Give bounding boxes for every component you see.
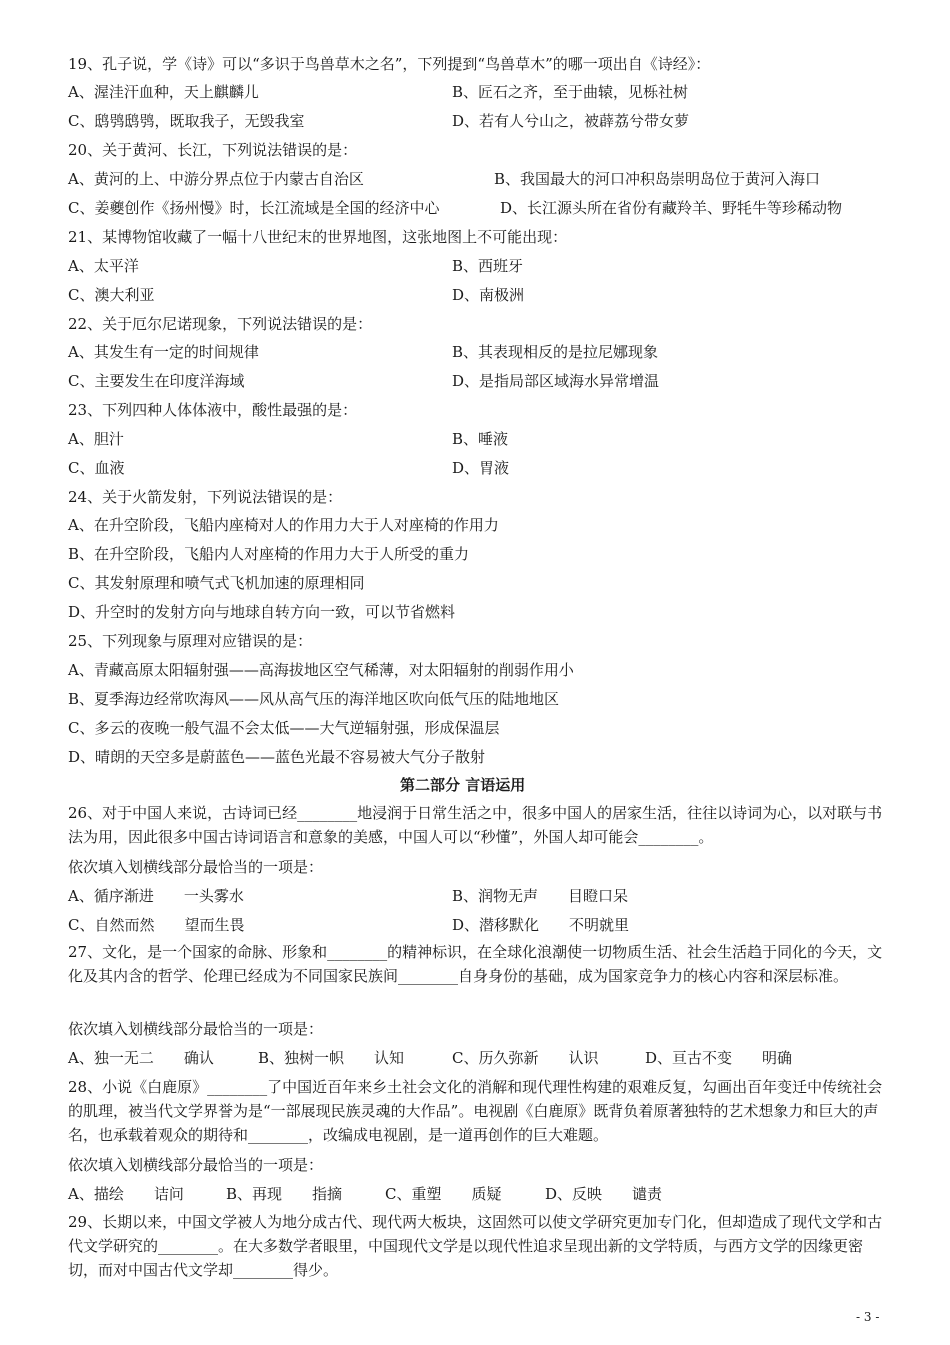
question-27-stem: 27、文化，是一个国家的命脉、形象和________的精神标识，在全球化浪潮使一切物质生活、社会生活趋于同化的今天，文化及其内含的哲学、伦理已经成为不同国家民族间________自身身份的基础，成为国家竞争力的核心内容和深层标准。 (68, 943, 883, 985)
question-26-stem: 26、对于中国人来说，古诗词已经________地浸润于日常生活之中，很多中国人的居家生活，往往以诗词为心，以对联与书法为用，因此很多中国古诗词语言和意象的美感，中国人可以“秒懂”，外国人却可能会________。 (68, 804, 883, 846)
option-26-a: A、循序渐进 一头雾水 (68, 887, 244, 905)
option-25-a: A、青藏高原太阳辐射强——高海拔地区空气稀薄，对太阳辐射的削弱作用小 (68, 661, 574, 679)
question-29-stem: 29、长期以来，中国文学被人为地分成古代、现代两大板块，这固然可以使文学研究更加专门化，但却造成了现代文学和古代文学研究的________。在大多数学者眼里，中国现代文学是以现代性追求呈现出新的文学特质，与西方文学的因缘更密切，而对中国古代文学却________得少。 (68, 1213, 883, 1279)
option-28-c: C、重塑 质疑 (385, 1185, 502, 1203)
option-27-d: D、亘古不变 明确 (645, 1049, 793, 1067)
option-23-c: C、血液 (68, 459, 125, 477)
question-28-stem: 28、小说《白鹿原》________了中国近百年来乡土社会文化的消解和现代理性构建的艰难反复，勾画出百年变迁中传统社会的肌理，被当代文学界誉为是“一部展现民族灵魂的大作品”。电视剧《白鹿原》既背负着原著独特的艺术想象力和巨大的声名，也承载着观众的期待和________，改编成电视剧，是一道再创作的巨大难题。 (68, 1078, 883, 1144)
option-21-d: D、南极洲 (452, 286, 525, 304)
option-19-b: B、匠石之齐，至于曲辕，见栎社树 (452, 83, 689, 101)
option-22-b: B、其表现相反的是拉尼娜现象 (452, 343, 659, 361)
option-25-c: C、多云的夜晚一般气温不会太低——大气逆辐射强，形成保温层 (68, 719, 500, 737)
option-24-c: C、其发射原理和喷气式飞机加速的原理相同 (68, 574, 365, 592)
option-22-d: D、是指局部区域海水异常增温 (452, 372, 660, 390)
option-19-d: D、若有人兮山之，被薜荔兮带女萝 (452, 112, 690, 130)
option-28-b: B、再现 指摘 (226, 1185, 343, 1203)
option-20-b: B、我国最大的河口冲积岛崇明岛位于黄河入海口 (494, 170, 821, 188)
option-27-a: A、独一无二 确认 (68, 1049, 214, 1067)
page-number: - 3 - (856, 1310, 880, 1324)
option-22-a: A、其发生有一定的时间规律 (68, 343, 259, 361)
option-27-c: C、历久弥新 认识 (452, 1049, 599, 1067)
question-25-stem: 25、下列现象与原理对应错误的是： (68, 632, 313, 650)
option-27-b: B、独树一帜 认知 (258, 1049, 405, 1067)
question-23-stem: 23、下列四种人体体液中，酸性最强的是： (68, 401, 358, 419)
option-26-c: C、自然而然 望而生畏 (68, 916, 245, 934)
option-23-d: D、胃液 (452, 459, 510, 477)
question-27-prompt: 依次填入划横线部分最恰当的一项是： (68, 1020, 324, 1038)
option-19-c: C、鸱鸮鸱鸮，既取我子，无毁我室 (68, 112, 305, 130)
option-21-c: C、澳大利亚 (68, 286, 155, 304)
question-28-prompt: 依次填入划横线部分最恰当的一项是： (68, 1156, 324, 1174)
option-19-a: A、渥洼汗血种，天上麒麟儿 (68, 83, 259, 101)
section-title: 第二部分 言语运用 (400, 776, 526, 794)
question-22-stem: 22、关于厄尔尼诺现象，下列说法错误的是： (68, 315, 373, 333)
option-24-a: A、在升空阶段，飞船内座椅对人的作用力大于人对座椅的作用力 (68, 516, 499, 534)
option-21-b: B、西班牙 (452, 257, 524, 275)
option-20-d: D、长江源头所在省份有藏羚羊、野牦牛等珍稀动物 (500, 199, 843, 217)
option-28-a: A、描绘 诘问 (68, 1185, 184, 1203)
option-25-b: B、夏季海边经常吹海风——风从高气压的海洋地区吹向低气压的陆地地区 (68, 690, 560, 708)
option-28-d: D、反映 谴责 (545, 1185, 663, 1203)
question-21-stem: 21、某博物馆收藏了一幅十八世纪末的世界地图，这张地图上不可能出现： (68, 228, 568, 246)
option-21-a: A、太平洋 (68, 257, 139, 275)
question-20-stem: 20、关于黄河、长江，下列说法错误的是： (68, 141, 358, 159)
option-23-b: B、唾液 (452, 430, 509, 448)
option-25-d: D、晴朗的天空多是蔚蓝色——蓝色光最不容易被大气分子散射 (68, 748, 486, 766)
option-22-c: C、主要发生在印度洋海域 (68, 372, 245, 390)
option-20-a: A、黄河的上、中游分界点位于内蒙古自治区 (68, 170, 364, 188)
question-26-prompt: 依次填入划横线部分最恰当的一项是： (68, 858, 324, 876)
option-26-b: B、润物无声 目瞪口呆 (452, 887, 629, 905)
question-24-stem: 24、关于火箭发射，下列说法错误的是： (68, 488, 343, 506)
question-19-stem: 19、孔子说，学《诗》可以“多识于鸟兽草木之名”，下列提到“鸟兽草木”的哪一项出自《诗经》： (68, 55, 711, 73)
option-20-c: C、姜夔创作《扬州慢》时，长江流域是全国的经济中心 (68, 199, 440, 217)
option-24-b: B、在升空阶段，飞船内人对座椅的作用力大于人所受的重力 (68, 545, 470, 563)
option-24-d: D、升空时的发射方向与地球自转方向一致，可以节省燃料 (68, 603, 456, 621)
option-23-a: A、胆汁 (68, 430, 124, 448)
option-26-d: D、潜移默化 不明就里 (452, 916, 630, 934)
